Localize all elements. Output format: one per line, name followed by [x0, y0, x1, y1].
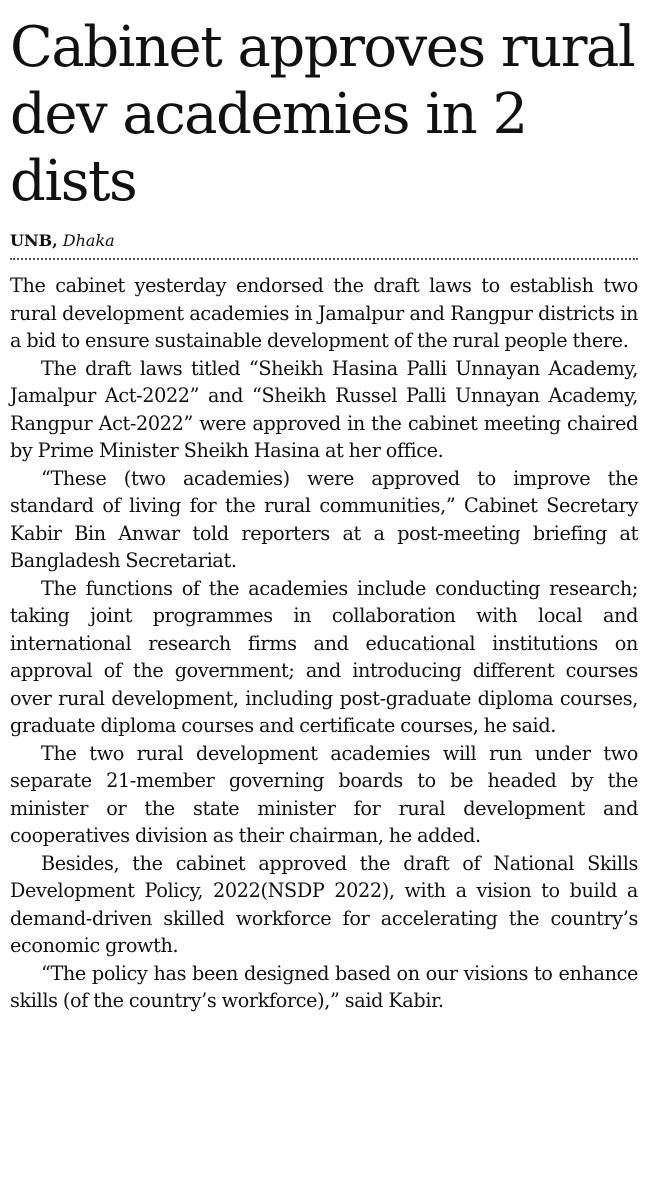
dotted-divider: [10, 258, 638, 260]
byline-dateline: Dhaka: [62, 231, 115, 250]
paragraph-3: “These (two academies) were approved to improve the standard of living for the rural communities,” Cabinet Secretary Kabir Bin Anwar told reporters at a post-meeting briefing at Bangladesh Secretariat.: [10, 466, 638, 572]
paragraph-6: Besides, the cabinet approved the draft of National Skills Development Policy, 2022(NSDP 2022), with a vision to build a demand-driven skilled workforce for accelerating the country’s economic growth.: [10, 851, 638, 957]
paragraph-2: The draft laws titled “Sheikh Hasina Palli Unnayan Academy, Jamalpur Act-2022” and “Sheikh Russel Palli Unnayan Academy, Rangpur Act-2022” were approved in the cabinet meeting chaired by Prime Minister Sheikh Hasina at her office.: [10, 356, 638, 462]
paragraph-5: The two rural development academies will run under two separate 21-member governing boards to be headed by the minister or the state minister for rural development and cooperatives division as their chairman, he added.: [10, 741, 638, 847]
paragraph-1: The cabinet yesterday endorsed the draft laws to establish two rural development academies in Jamalpur and Rangpur districts in a bid to ensure sustainable development of the rural people there.: [10, 274, 638, 352]
headline: Cabinet approves rural dev academies in 2 dists: [10, 15, 635, 214]
article-body: [10, 272, 638, 1015]
paragraph-4: The functions of the academies include conducting research; taking joint programmes in collaboration with local and international research firms and educational institutions on approval of the government; and introducing different courses over rural development, including post-graduate diploma courses, graduate diploma courses and certificate courses, he said.: [10, 576, 638, 737]
news-article: [10, 14, 638, 1015]
paragraph-7: “The policy has been designed based on our visions to enhance skills (of the country’s workforce),” said Kabir.: [10, 961, 638, 1012]
byline-agency: UNB,: [10, 231, 58, 250]
byline: [10, 231, 638, 251]
